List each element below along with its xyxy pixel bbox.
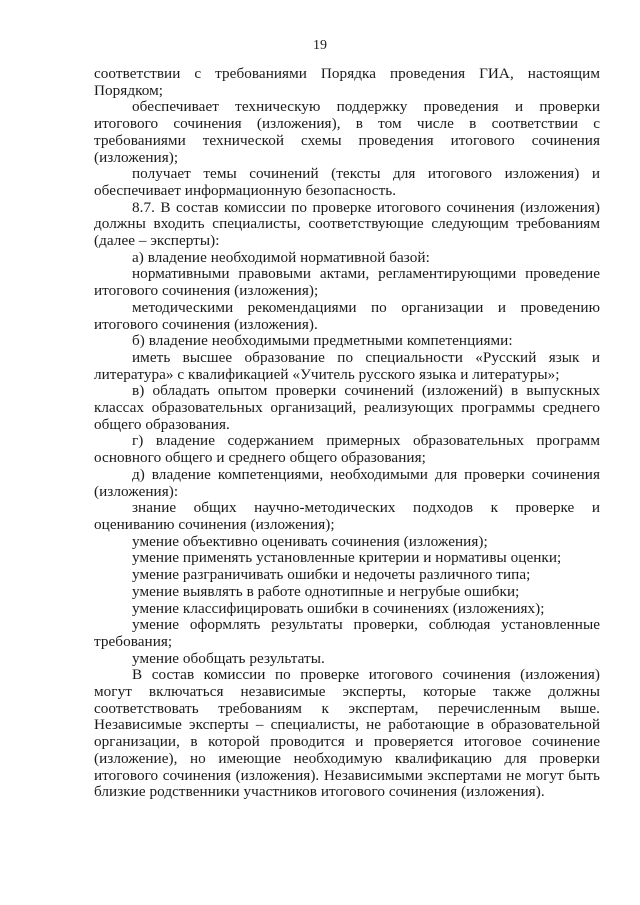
paragraph: обеспечивает техническую поддержку проведения и проверки итогового сочинения (изложения), в том числе в соответствии с требованиями технической схемы проведения итогового сочинения (изложения);	[94, 98, 600, 166]
paragraph: б) владение необходимыми предметными компетенциями:	[132, 332, 513, 350]
paragraph: иметь высшее образование по специальности «Русский язык и литература» с квалификацией «Учитель русского языка и литературы»;	[94, 348, 600, 383]
paragraph: получает темы сочинений (тексты для итогового изложения) и обеспечивает информационную безопасность.	[94, 165, 600, 199]
document-body	[94, 66, 600, 801]
paragraph: нормативными правовыми актами, регламентирующими проведение итогового сочинения (изложения);	[94, 265, 600, 300]
paragraph: умение классифицировать ошибки в сочинениях (изложениях);	[132, 599, 545, 617]
page-number: 19	[313, 38, 327, 53]
paragraph: в) обладать опытом проверки сочинений (изложений) в выпускных классах образовательных организаций, реализующих программы среднего общего образования.	[94, 382, 600, 433]
paragraph: В состав комиссии по проверке итогового сочинения (изложения) могут включаться независимые эксперты, которые также должны соответствовать требованиям к экспертам, перечисленным выше. Независимые эксперты – специалисты, не работающие в образовательной организации, в которой проводится и проверяется итоговое сочинение (изложение), но имеющие необходимую квалификацию для проверки итогового сочинения (изложения). Независимыми экспертами не могут быть близкие родственники участников итогового сочинения (изложения).	[94, 666, 600, 801]
paragraph: знание общих научно-методических подходов к проверке и оцениванию сочинения (изложения);	[94, 499, 600, 533]
paragraph: умение применять установленные критерии и нормативы оценки;	[132, 549, 562, 567]
paragraph: умение оформлять результаты проверки, соблюдая установленные требования;	[94, 616, 600, 650]
paragraph: умение разграничивать ошибки и недочеты различного типа;	[132, 566, 531, 584]
paragraph: умение обобщать результаты.	[132, 649, 325, 667]
paragraph: умение объективно оценивать сочинения (изложения);	[132, 532, 488, 550]
paragraph: д) владение компетенциями, необходимыми для проверки сочинения (изложения):	[94, 465, 600, 500]
paragraph: методическими рекомендациями по организации и проведению итогового сочинения (изложения).	[94, 298, 600, 333]
paragraph: г) владение содержанием примерных образовательных программ основного общего и среднего общего образования;	[94, 432, 600, 467]
paragraph: умение выявлять в работе однотипные и негрубые ошибки;	[132, 582, 520, 600]
paragraph: а) владение необходимой нормативной базой:	[132, 248, 430, 266]
paragraph: 8.7. В состав комиссии по проверке итогового сочинения (изложения) должны входить специалисты, соответствующие следующим требованиям (далее – эксперты):	[94, 198, 600, 250]
paragraph: соответствии с требованиями Порядка проведения ГИА, настоящим Порядком;	[94, 65, 600, 99]
